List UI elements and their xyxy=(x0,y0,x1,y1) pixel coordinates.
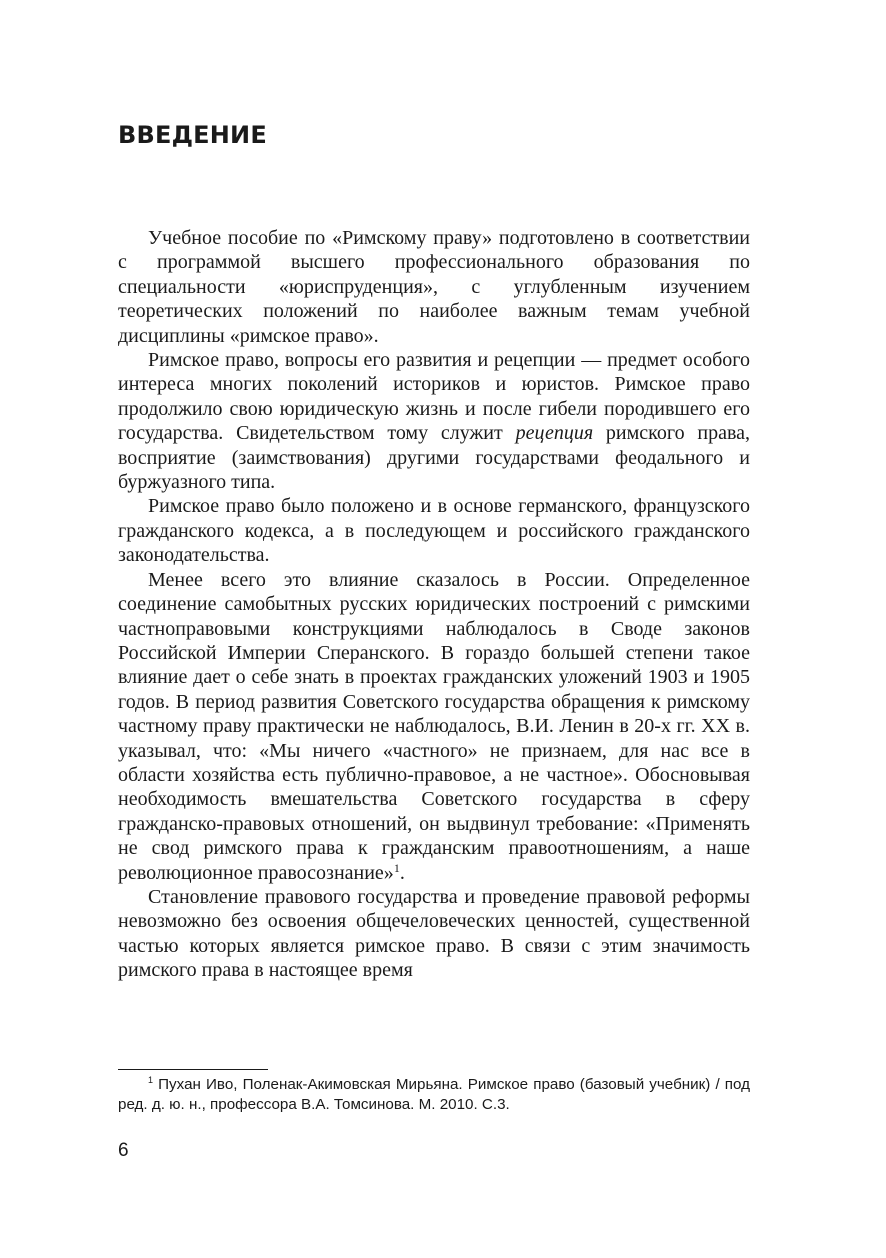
paragraph-2-continuation: римского права, восприятие (заимствования) другими государствами феодального и буржуазного типа. xyxy=(118,422,751,494)
footnote-divider xyxy=(118,1069,268,1070)
emphasis-reception: рецепция xyxy=(515,422,594,445)
book-page xyxy=(118,0,750,1258)
paragraph-1-text: Учебное пособие по «Римскому праву» подготовлено в соответствии с программой высшего профессионального образования по специальности «юриспруденция», с углубленным изучением теоретических положений по наиболее важным темам учебной дисциплины «римское право». xyxy=(118,227,750,347)
paragraph-5-text: Становление правового государства и проведение правовой реформы невозможно без освоения общечеловеческих ценностей, существенной частью которых является римское право. В связи с этим значимость римского права в настоящее время xyxy=(118,885,750,982)
paragraph-1 xyxy=(118,226,750,348)
chapter-heading: ВВЕДЕНИЕ xyxy=(118,121,267,149)
footnote-marker: 1 xyxy=(148,1075,154,1085)
paragraph-3-text: Римское право было положено и в основе германского, французского гражданского кодекса, а в последующем и российского гражданского законодательства. xyxy=(118,495,750,567)
footnote-text: Пухан Иво, Поленак-Акимовская Мирьяна. Римское право (базовый учебник) / под ред. д. ю. н., профессора В.А. Томсинова. М. 2010. С.3. xyxy=(118,1076,750,1113)
page-number: 6 xyxy=(118,1140,129,1161)
footnote-reference[interactable]: 1 xyxy=(393,860,400,875)
paragraph-4-text: Менее всего это влияние сказалось в России. Определенное соединение самобытных русских юридических построений с римскими частноправовыми конструкциями наблюдалось в Своде законов Российской Империи Сперанского. В гораздо большей степени такое влияние дает о себе знать в проектах гражданских уложений 1903 и 1905 годов. В период развития Советского государства обращения к римскому частному праву практически не наблюдалось, В.И. Ленин в 20-х гг. XX в. указывал, что: «Мы ничего «частного» не признаем, для нас все в области хозяйства есть публично-правовое, а не частное». Обосновывая необходимость вмешательства Советского государства в сферу гражданско-правовых отношений, он выдвинул требование: «Применять не свод римского права к гражданским правоотношениям, а наше революционное правосознание» xyxy=(118,568,750,884)
body-text xyxy=(118,226,750,983)
paragraph-4 xyxy=(118,568,750,885)
paragraph-3 xyxy=(118,494,750,567)
paragraph-4-end: . xyxy=(399,861,405,884)
paragraph-2 xyxy=(118,348,750,494)
paragraph-5 xyxy=(118,885,750,983)
footnote xyxy=(118,1075,750,1115)
paragraph-2-text: Римское право, вопросы его развития и рецепции — предмет особого интереса многих поколений историков и юристов. Римское право продолжило свою юридическую жизнь и после гибели породившего его государства. Свидетельством тому служит xyxy=(118,349,750,445)
